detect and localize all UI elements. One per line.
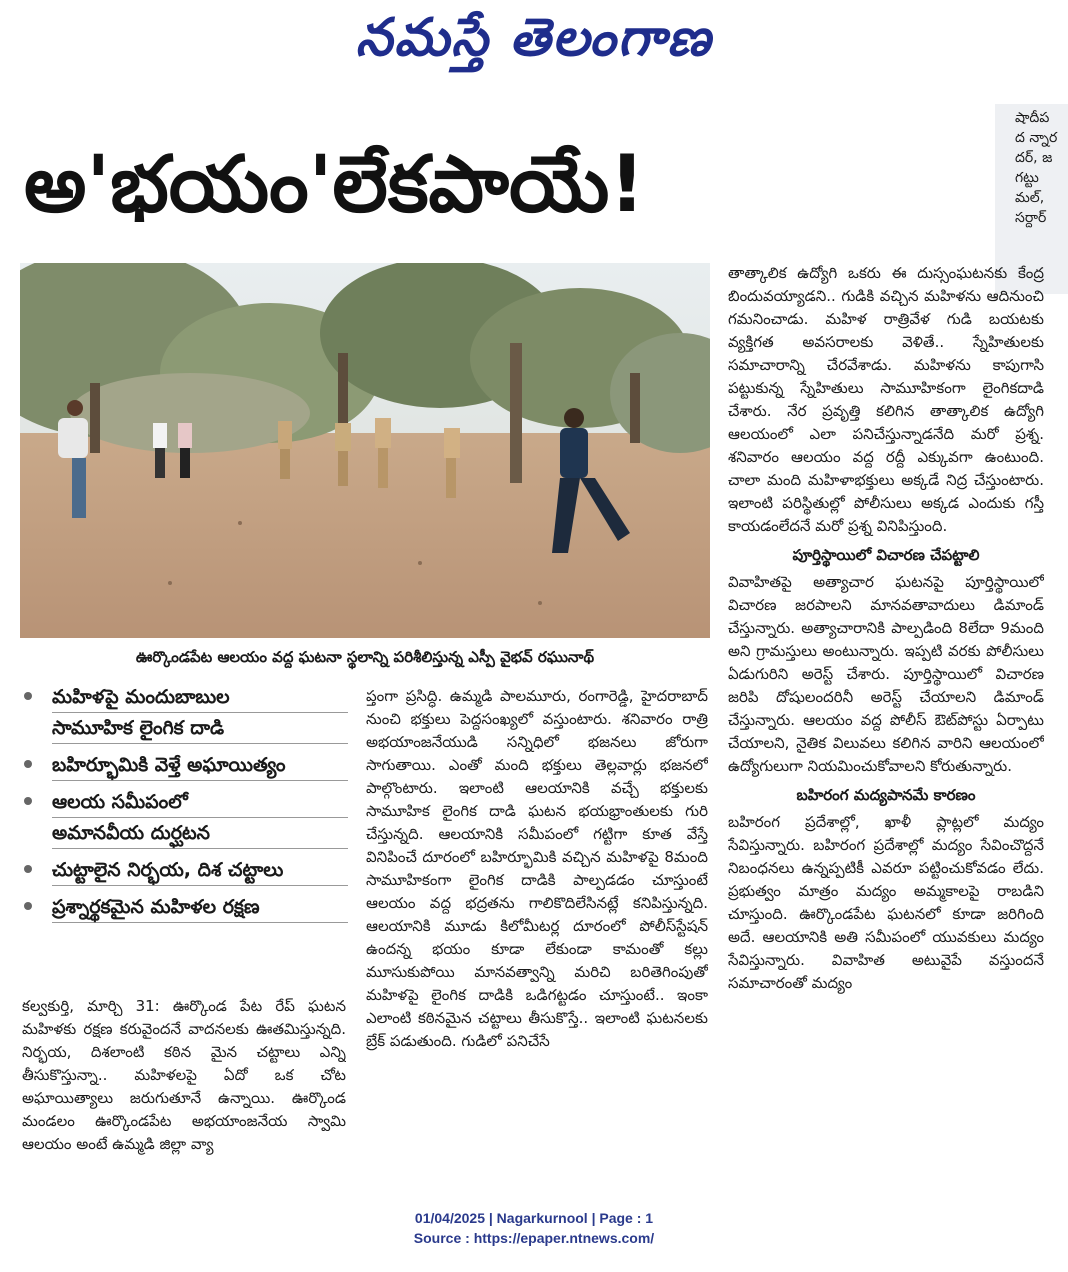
article-paragraph: ప్తంగా ప్రసిద్ధి. ఉమ్మడి పాలమూరు, రంగారెడ్డి, హైదరాబాద్ నుంచి భక్తులు పెద్దసంఖ్యలో వస్తుంటారు. శనివారం రాత్రి అభయాంజనేయుడి సన్నిధిలో భజనలు జోరుగా సాగుతాయి. ఎంతో మంది భక్తులు తెల్లవార్లు భజనలో పాల్గొంటారు. ఇలాంటి ఆలయానికి వచ్చే భక్తులకు సామూహిక లైంగిక దాడి ఘటన భయభ్రాంతులకు గురి చేస్తున్నది. ఆలయానికి సమీపంలో గట్టిగా కూత వేస్తే వినిపించే దూరంలో బహిర్భూమికి వచ్చిన మహిళపై 8మంది సామూహికంగా లైంగిక దాడికి పాల్పడడం చూస్తుంటే ఆలయం వద్ద భద్రతను గాలికొదిలేసినట్లే కనిపిస్తున్నది. ఆలయానికి మూడు కిలోమీటర్ల దూరంలో పోలీస్‌స్టేషన్ ఉందన్న భయం కూడా లేకుండా కామంతో కల్లు మూసుకుపోయి మానవత్వాన్ని మరిచి బరితెగింపుతో మహిళపై లైంగిక దాడికి ఒడిగట్టడం చూస్తుంటే.. ఇంకా ఎలాంటి కఠినమైన చట్టాలు తీసుకొస్తే.. ఇలాంటి ఘటనలకు బ్రేక్ పడుతుంది. గుడిలో పనిచేసే [366, 687, 708, 1050]
highlight-line: అమానవీయ దుర్ఘటన [52, 818, 348, 849]
article-paragraph: కల్వకుర్తి, మార్చి 31: ఊర్కొండ పేట రేప్ ఘటన మహిళకు రక్షణ కరువైందనే వాదనలకు ఊతమిస్తున్నది. నిర్భయ, దిశలాంటి కఠిన మైన చట్టాలు ఎన్ని తీసుకొస్తున్నా.. మహిళలపై ఏదో ఒక చోట అఘాయిత్యాలు జరుగుతూనే ఉన్నాయి. ఊర్కొండ మండలం ఊర్కొండపేట అభయాంజనేయ స్వామి ఆలయం అంటే ఉమ్మడి జిల్లా వ్యా [22, 997, 346, 1153]
snippet-line: ద న్నార [1015, 130, 1058, 146]
source-link[interactable]: Source : https://epaper.ntnews.com/ [413, 1230, 655, 1246]
page-footer [0, 1208, 1068, 1248]
highlight-item [18, 855, 348, 886]
snippet-line: షాదీప [1015, 110, 1050, 126]
highlight-item [18, 750, 348, 781]
article-photo [20, 263, 710, 638]
article-column-middle [366, 685, 708, 1190]
highlights-box [18, 682, 348, 972]
masthead-title: నమస్తే తెలంగాణ [355, 7, 713, 68]
snippet-line: గట్టు [1015, 170, 1039, 186]
photo-caption: ఊర్కొండపేట ఆలయం వద్ద ఘటనా స్థలాన్ని పరిశీలిస్తున్న ఎస్పీ వైభవ్ రఘునాథ్ [135, 648, 595, 666]
article-paragraph: వివాహితపై అత్యాచార ఘటనపై పూర్తిస్థాయిలో విచారణ జరపాలని మానవతావాదులు డిమాండ్ చేస్తున్నారు. అత్యాచారానికి పాల్పడింది 8లేదా 9మంది అని గ్రామస్తులు అంటున్నారు. ఇప్పటి వరకు పోలీసులు ఏడుగురిని అరెస్ట్ చేశారు. పూర్తిస్థాయిలో విచారణ జరిపి దోషులందరినీ అరెస్ట్ చేయాలని డిమాండ్ చేస్తున్నారు. ఆలయం వద్ద పోలీస్ ఔట్‌పోస్టు ఏర్పాటు చేయాలని, నైతిక విలువలు కలిగిన వారిని ఆలయంలో ఉద్యోగులుగా నియమించుకోవాలని కోరుతున్నారు. [728, 573, 1044, 775]
newspaper-masthead [0, 8, 1068, 80]
section-subheading: బహిరంగ మద్యపానమే కారణం [796, 786, 976, 804]
bullet-icon [24, 902, 32, 910]
highlight-line: మహిళపై మందుబాబుల [52, 682, 348, 713]
article-paragraph: తాత్కాలిక ఉద్యోగి ఒకరు ఈ దుస్సంఘటనకు కేంద్ర బిందువయ్యాడని.. గుడికి వచ్చిన మహిళను ఆదినుంచి గమనించాడు. మహిళ రాత్రివేళ గుడి బయటకు వ్యక్తిగత అవసరాలకు వెళితే.. స్నేహితులకు సమాచారాన్ని చేరవేశాడు. మహిళను కాపుగాసి పట్టుకున్న స్నేహితులు సామూహికంగా లైంగికదాడి చేశారు. నేర ప్రవృత్తి కలిగిన తాత్కాలిక ఉద్యోగి ఆలయంలో ఎలా పనిచేస్తున్నాడనేది మరో ప్రశ్న. శనివారం ఆలయం వద్ద రద్దీ ఎక్కువగా ఉంటుంది. చాలా మంది మహిళాభక్తులు అక్కడే నిద్ర చేస్తుంటారు. ఇలాంటి పరిస్థితుల్లో పోలీసులు అక్కడ ఎందుకు గస్తీ కాయడంలేదనే మరో ప్రశ్న వినిపిస్తుంది. [728, 264, 1044, 535]
highlight-line: ప్రశ్నార్థకమైన మహిళల రక్షణ [52, 892, 348, 923]
snippet-line: దర్, జ [1015, 150, 1053, 166]
bullet-icon [24, 760, 32, 768]
bullet-icon [24, 865, 32, 873]
edition-info: 01/04/2025 | Nagarkurnool | Page : 1 [414, 1210, 654, 1226]
article-column-right [728, 262, 1044, 1188]
highlight-item [18, 682, 348, 744]
article-paragraph: బహిరంగ ప్రదేశాల్లో, ఖాళీ ప్లాట్లలో మద్యం సేవిస్తున్నారు. బహిరంగ ప్రదేశాల్లో మద్యం సేవించొద్దనే నిబంధనలు ఉన్నప్పటికీ ఎవరూ పట్టించుకోవడం లేదు. ప్రభుత్వం మాత్రం మద్యం అమ్మకాలపై రాబడిని చూస్తుంది. ఊర్కొండపేట ఘటనలో కూడా జరిగింది అదే. ఆలయానికి అతి సమీపంలో యువకులు మద్యం సేవిస్తున్నారు. వివాహిత అటువైపే వస్తుందనే సమాచారంతో మద్యం [728, 813, 1044, 992]
bullet-icon [24, 692, 32, 700]
highlight-item [18, 787, 348, 849]
highlight-line: చుట్టాలైన నిర్భయ, దిశ చట్టాలు [52, 855, 348, 886]
snippet-line: మల్, [1015, 190, 1045, 206]
article-column-left [22, 995, 346, 1190]
section-subheading: పూర్తిస్థాయిలో విచారణ చేపట్టాలి [792, 546, 980, 564]
highlight-line: ఆలయ సమీపంలో [52, 787, 348, 818]
bullet-icon [24, 797, 32, 805]
snippet-line: సర్దార్ [1015, 210, 1047, 226]
highlight-line: బహిర్భూమికి వెళ్తే అఘాయిత్యం [52, 750, 348, 781]
highlight-line: సామూహిక లైంగిక దాడి [52, 713, 348, 744]
article-headline: అ'భయం'లేకపాయే! [24, 140, 645, 230]
highlight-item [18, 892, 348, 923]
